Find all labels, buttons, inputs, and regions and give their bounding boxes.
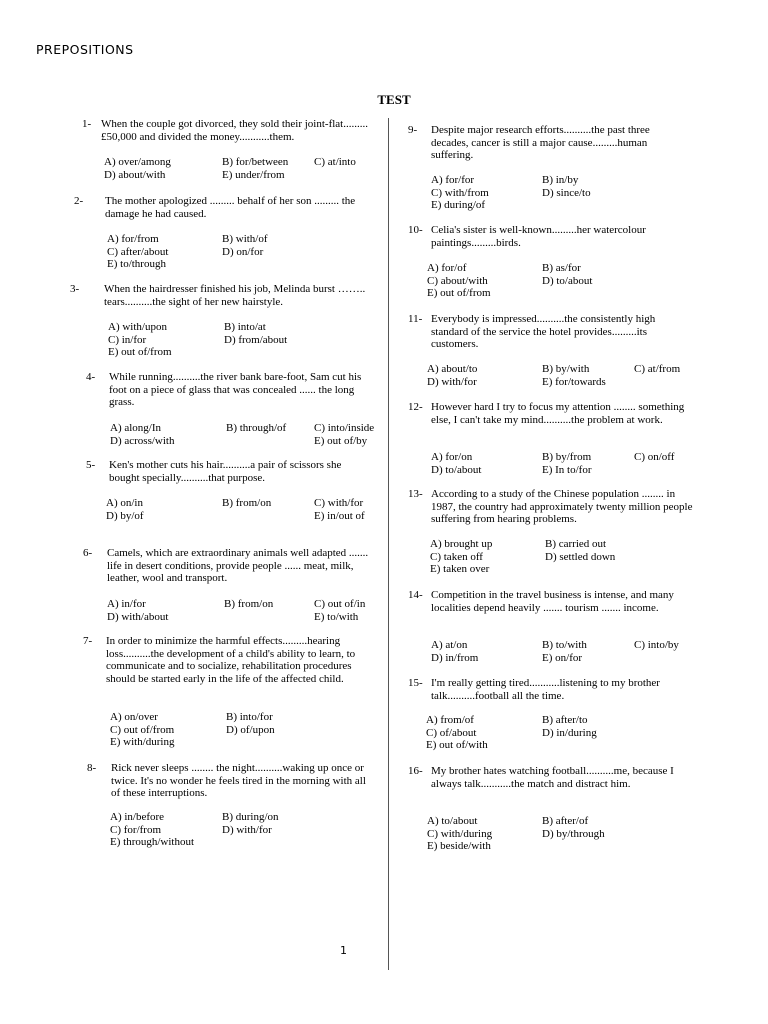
answer-option: A) for/on [431, 451, 473, 463]
answer-option: E) out of/with [426, 739, 488, 752]
answer-option: C) on/off [634, 451, 675, 463]
column-divider [388, 118, 389, 970]
answer-option: A) in/before [110, 811, 165, 823]
answer-option: C) taken off [430, 550, 483, 563]
section-heading: PREPOSITIONS [36, 42, 134, 57]
answer-option: D) across/with [110, 434, 175, 447]
answer-option: D) on/for [222, 245, 264, 258]
question-text: I'm really getting tired...........listening to my brother talk..........football all the time. [431, 677, 660, 702]
question-number: 10- [408, 224, 423, 236]
question-text: Camels, which are extraordinary animals well adapted ....... life in desert conditions, provide people ...... meat, milk, leather, wool and transport. [107, 547, 369, 585]
question-text: When the couple got divorced, they sold their joint-flat......... £50,000 and divided the money...........them. [101, 118, 368, 143]
answer-option: B) after/of [542, 815, 589, 827]
question-text: The mother apologized ......... behalf of her son ......... the damage he had caused. [105, 195, 356, 220]
answer-option: B) into/for [226, 711, 273, 723]
answer-option: B) from/on [224, 598, 274, 610]
question-number: 3- [70, 283, 80, 295]
answer-option: C) into/by [634, 639, 679, 651]
answer-option: A) brought up [430, 538, 493, 550]
question-number: 11- [408, 313, 423, 325]
answer-option: C) with/from [431, 186, 489, 199]
answer-option: C) at/from [634, 363, 681, 375]
answer-option: D) to/about [542, 274, 593, 287]
question-text: Everybody is impressed..........the consistently high standard of the service the hotel provides.........its customers. [431, 313, 656, 351]
answer-option: E) under/from [222, 168, 285, 181]
answer-option: C) for/from [110, 823, 162, 836]
answer-option: A) over/among [104, 156, 171, 168]
answer-option: A) from/of [426, 714, 474, 726]
question-text: Celia's sister is well-known.........her watercolour paintings.........birds. [431, 224, 646, 249]
question-text: However hard I try to focus my attention ........ something else, I can't take my mind..........the problem at work. [431, 401, 685, 426]
answer-option: C) with/during [427, 827, 493, 840]
answer-option: C) after/about [107, 245, 169, 258]
answer-option: A) with/upon [108, 321, 167, 333]
answer-option: A) on/over [110, 711, 158, 723]
answer-option: D) about/with [104, 168, 166, 181]
question-number: 15- [408, 677, 423, 689]
page-number: 1 [340, 944, 347, 957]
answer-option: D) in/from [431, 651, 479, 664]
question-number: 2- [74, 195, 84, 207]
question-text: While running..........the river bank bare-foot, Sam cut his foot on a piece of glass that was concealed ...... the long grass. [109, 371, 362, 409]
answer-option: D) with/for [222, 823, 272, 836]
question-text: Ken's mother cuts his hair..........a pair of scissors she bought specially..........that purpose. [109, 459, 342, 484]
answer-option: C) with/for [314, 497, 364, 509]
answer-option: B) as/for [542, 262, 581, 274]
answer-option: E) beside/with [427, 840, 491, 853]
answer-option: A) for/of [427, 262, 467, 274]
answer-option: A) for/from [107, 233, 159, 245]
answer-option: D) to/about [431, 463, 482, 476]
answer-option: E) with/during [110, 736, 175, 749]
answer-option: A) at/on [431, 639, 468, 651]
question-number: 5- [86, 459, 96, 471]
question-number: 16- [408, 765, 423, 777]
answer-option: C) at/into [314, 156, 356, 168]
answer-option: E) out of/by [314, 434, 368, 447]
answer-option: B) by/with [542, 363, 590, 375]
answer-option: B) by/from [542, 451, 592, 463]
answer-option: D) with/for [427, 375, 477, 388]
answer-option: A) along/In [110, 422, 162, 434]
answer-option: E) out of/from [427, 287, 491, 300]
answer-option: D) by/of [106, 509, 144, 522]
question-text: According to a study of the Chinese population ........ in 1987, the country had approximately twenty million people suffering from hearing problems. [431, 488, 693, 526]
question-number: 12- [408, 401, 423, 413]
question-text: Despite major research efforts..........the past three decades, cancer is still a major cause.........human suffering. [431, 124, 650, 162]
answer-option: B) after/to [542, 714, 588, 726]
answer-option: C) into/inside [314, 422, 375, 434]
answer-option: E) for/towards [542, 375, 606, 388]
answer-option: C) of/about [426, 726, 477, 739]
answer-option: D) with/about [107, 610, 169, 623]
answer-option: D) since/to [542, 186, 591, 199]
answer-option: C) out of/from [110, 723, 175, 736]
answer-option: A) to/about [427, 815, 478, 827]
answer-option: B) from/on [222, 497, 272, 509]
question-text: When the hairdresser finished his job, Melinda burst …….. tears..........the sight of her new hairstyle. [104, 283, 366, 308]
answer-option: D) of/upon [226, 723, 275, 736]
answer-option: D) settled down [545, 550, 616, 563]
answer-option: A) in/for [107, 598, 146, 610]
question-text: My brother hates watching football..........me, because I always talk...........the match and distract him. [431, 765, 674, 790]
answer-option: E) taken over [430, 563, 490, 576]
answer-option: E) In to/for [542, 463, 592, 476]
answer-option: B) through/of [226, 422, 287, 434]
answer-option: B) during/on [222, 811, 279, 823]
answer-option: E) in/out of [314, 509, 365, 522]
answer-option: C) about/with [427, 274, 488, 287]
question-text: Competition in the travel business is intense, and many localities depend heavily ....... tourism ....... income. [431, 589, 674, 614]
answer-option: B) with/of [222, 233, 268, 245]
question-text: In order to minimize the harmful effects.........hearing loss..........the development of a child's ability to learn, to communicate and to socialize, rehabilitation procedures should be started early in the life of the affected child. [106, 635, 356, 686]
question-number: 6- [83, 547, 93, 559]
answer-option: B) to/with [542, 639, 587, 651]
page-title: TEST [377, 92, 411, 107]
answer-option: C) out of/in [314, 598, 366, 610]
answer-option: E) to/with [314, 610, 359, 623]
question-number: 14- [408, 589, 423, 601]
answer-option: E) on/for [542, 651, 583, 664]
answer-option: B) for/between [222, 156, 289, 168]
question-number: 4- [86, 371, 96, 383]
answer-option: D) from/about [224, 333, 288, 346]
answer-option: A) for/for [431, 174, 475, 186]
answer-option: E) out of/from [108, 346, 172, 359]
question-number: 13- [408, 488, 423, 500]
question-text: Rick never sleeps ........ the night..........waking up once or twice. It's no wonder he feels tired in the morning with all of these interruptions. [111, 762, 366, 800]
answer-option: C) in/for [108, 333, 147, 346]
question-number: 8- [87, 762, 97, 774]
answer-option: E) to/through [107, 258, 166, 271]
answer-option: D) in/during [542, 726, 597, 739]
answer-option: E) during/of [431, 199, 486, 212]
answer-option: B) into/at [224, 321, 266, 333]
answer-option: B) carried out [545, 538, 607, 550]
answer-option: B) in/by [542, 174, 579, 186]
answer-option: A) on/in [106, 497, 143, 509]
answer-option: A) about/to [427, 363, 478, 375]
question-number: 9- [408, 124, 418, 136]
answer-option: E) through/without [110, 836, 195, 849]
question-number: 7- [83, 635, 93, 647]
answer-option: D) by/through [542, 827, 605, 840]
question-number: 1- [82, 118, 92, 130]
